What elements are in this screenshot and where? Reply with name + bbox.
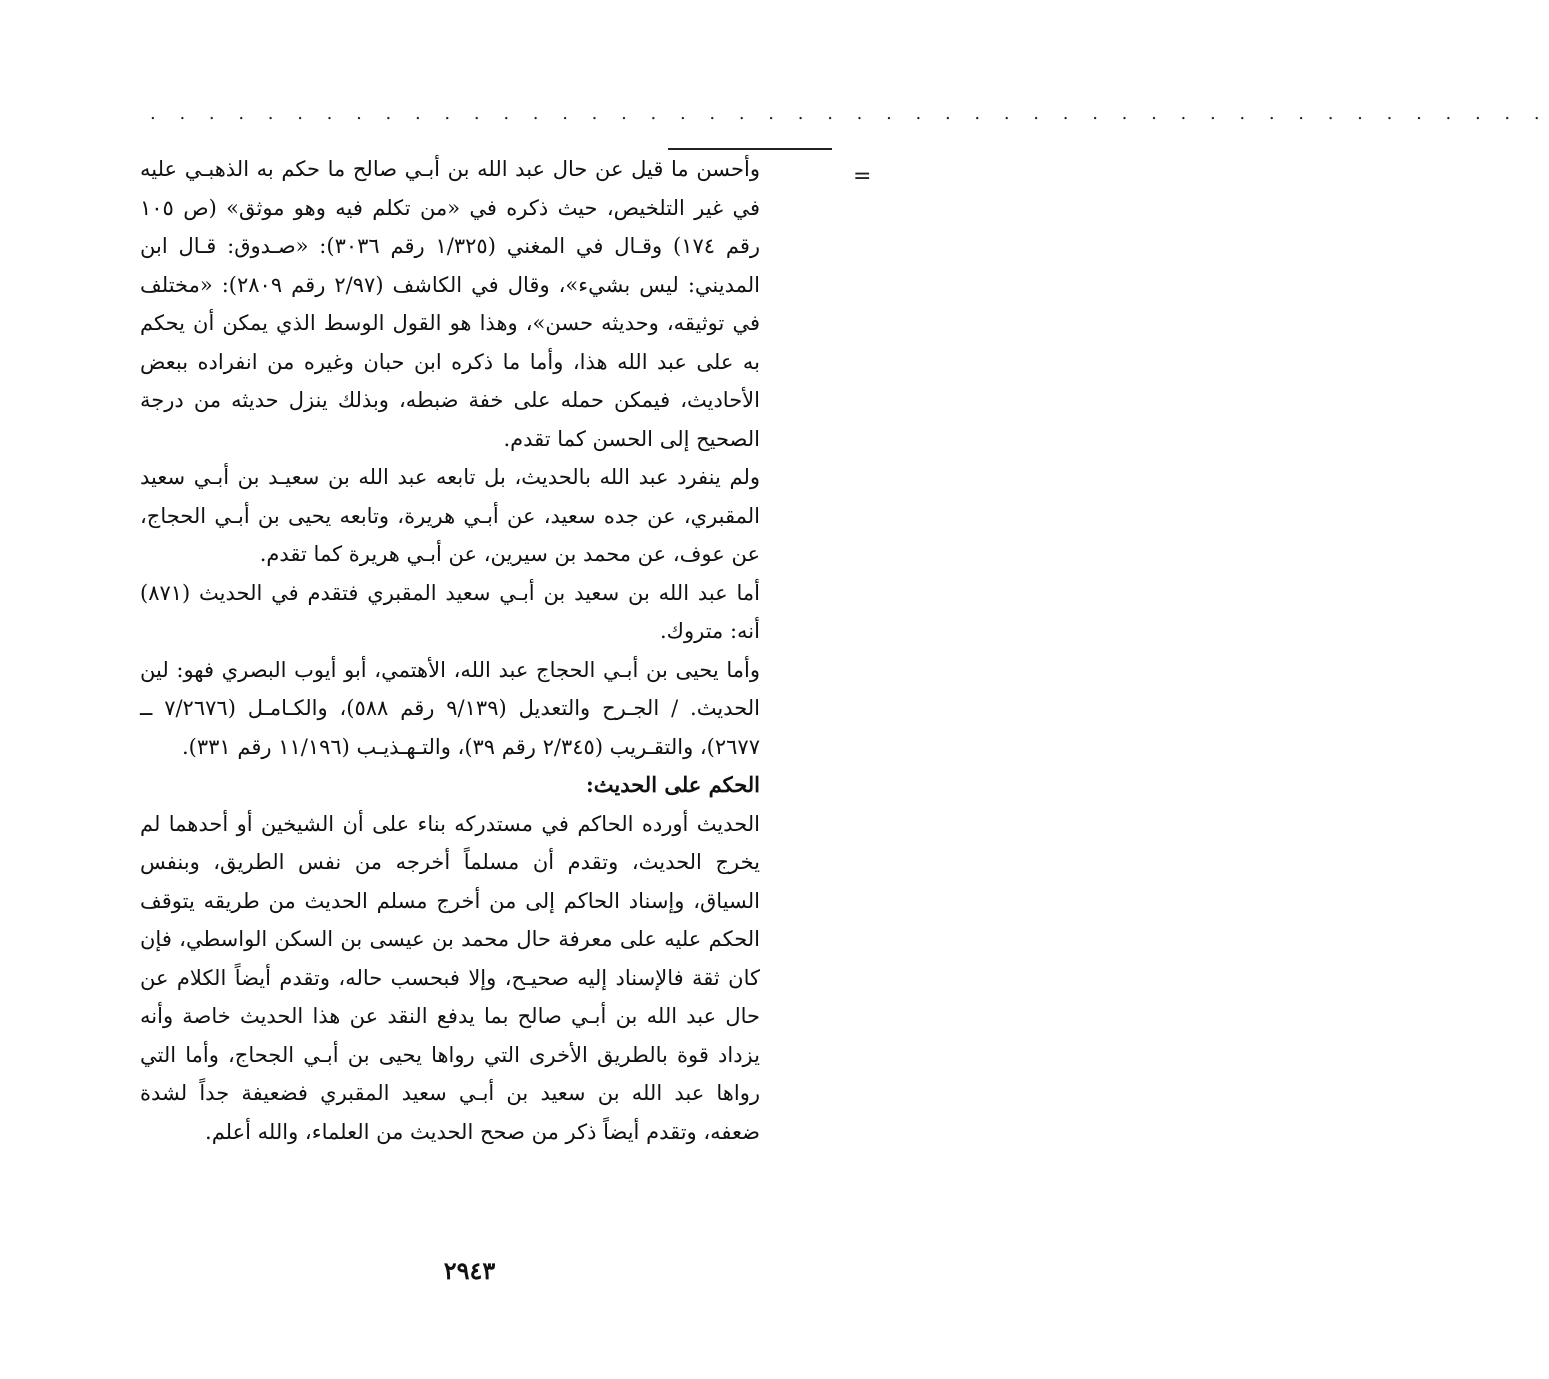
separator-dots: . . . . . . . . . . . . . . . . . . . . . . . . . . . . . . . . . . . . . . . . . . . . . . . . xyxy=(150,103,1549,124)
footnote-body xyxy=(140,150,760,1151)
continuation-mark: = xyxy=(853,164,872,189)
paragraph-abdullah-status: وأحسن ما قيل عن حال عبد الله بن أبـي صالح ما حكم به الذهبـي عليه في غير التلخيص، حيث ذكره في «من تكلم فيه وهو موثق» (ص ١٠٥ رقم ١٧٤) وقـال في المغني (١/٣٢٥ رقم ٣٠٣٦): «صـدوق: قـال ابن المديني: ليس بشيء»، وقال في الكاشف (٢/٩٧ رقم ٢٨٠٩): «مختلف في توثيقه، وحديثه حسن»، وهذا هو القول الوسط الذي يمكن أن يحكم به على عبد الله هذا، وأما ما ذكره ابن حبان وغيره من انفراده ببعض الأحاديث، فيمكن حمله على خفة ضبطه، وبذلك ينزل حديثه من درجة الصحيح إلى الحسن كما تقدم. xyxy=(140,157,760,451)
paragraph-conclusion: الحديث أورده الحاكم في مستدركه بناء على أن الشيخين أو أحدهما لم يخرج الحديث، وتقدم أن مسلماً أخرجه من نفس الطريق، وبنفس السياق، وإسناد الحاكم إلى من أخرج مسلم الحديث من طريقه يتوقف الحكم عليه على معرفة حال محمد بن عيسى بن السكن الواسطي، فإن كان ثقة فالإسناد إليه صحيـح، وإلا فبحسب حاله، وتقدم أيضاً الكلام عن حال عبد الله بن أبـي صالح بما يدفع النقد عن هذا الحديث خاصة وأنه يزداد قوة بالطريق الأخرى التي رواها يحيى بن أبـي الجحاج، وأما التي رواها عبد الله بن سعيد بن أبـي سعيد المقبري فضعيفة جداً لشدة ضعفه، وتقدم أيضاً ذكر من صحح الحديث من العلماء، والله أعلم. xyxy=(140,811,760,1144)
paragraph-yahya: وأما يحيى بن أبـي الحجاج عبد الله، الأهتمي، أبو أيوب البصري فهو: لين الحديث. / الجـرح والتعديل (٩/١٣٩ رقم ٥٨٨)، والكـامـل (٧/٢٦٧٦ ــ ٢٦٧٧)، والتقـريب (٢/٣٤٥ رقم ٣٩)، والتـهـذيـب (١١/١٩٦ رقم ٣٣١). xyxy=(140,657,760,759)
paragraph-mutabaat: ولم ينفرد عبد الله بالحديث، بل تابعه عبد الله بن سعيـد بن أبـي سعيد المقبري، عن جده سعيد، عن أبـي هريرة، وتابعه يحيى بن أبـي الحجاج، عن عوف، عن محمد بن سيرين، عن أبـي هريرة كما تقدم. xyxy=(140,465,760,566)
page-number: ٢٩٤٣ xyxy=(443,1256,496,1285)
section-heading: الحكم على الحديث: xyxy=(586,772,760,797)
paragraph-abdullah-ibn-said: أما عبد الله بن سعيد بن أبـي سعيد المقبري فتقدم في الحديث (٨٧١) أنه: متروك. xyxy=(140,580,760,643)
